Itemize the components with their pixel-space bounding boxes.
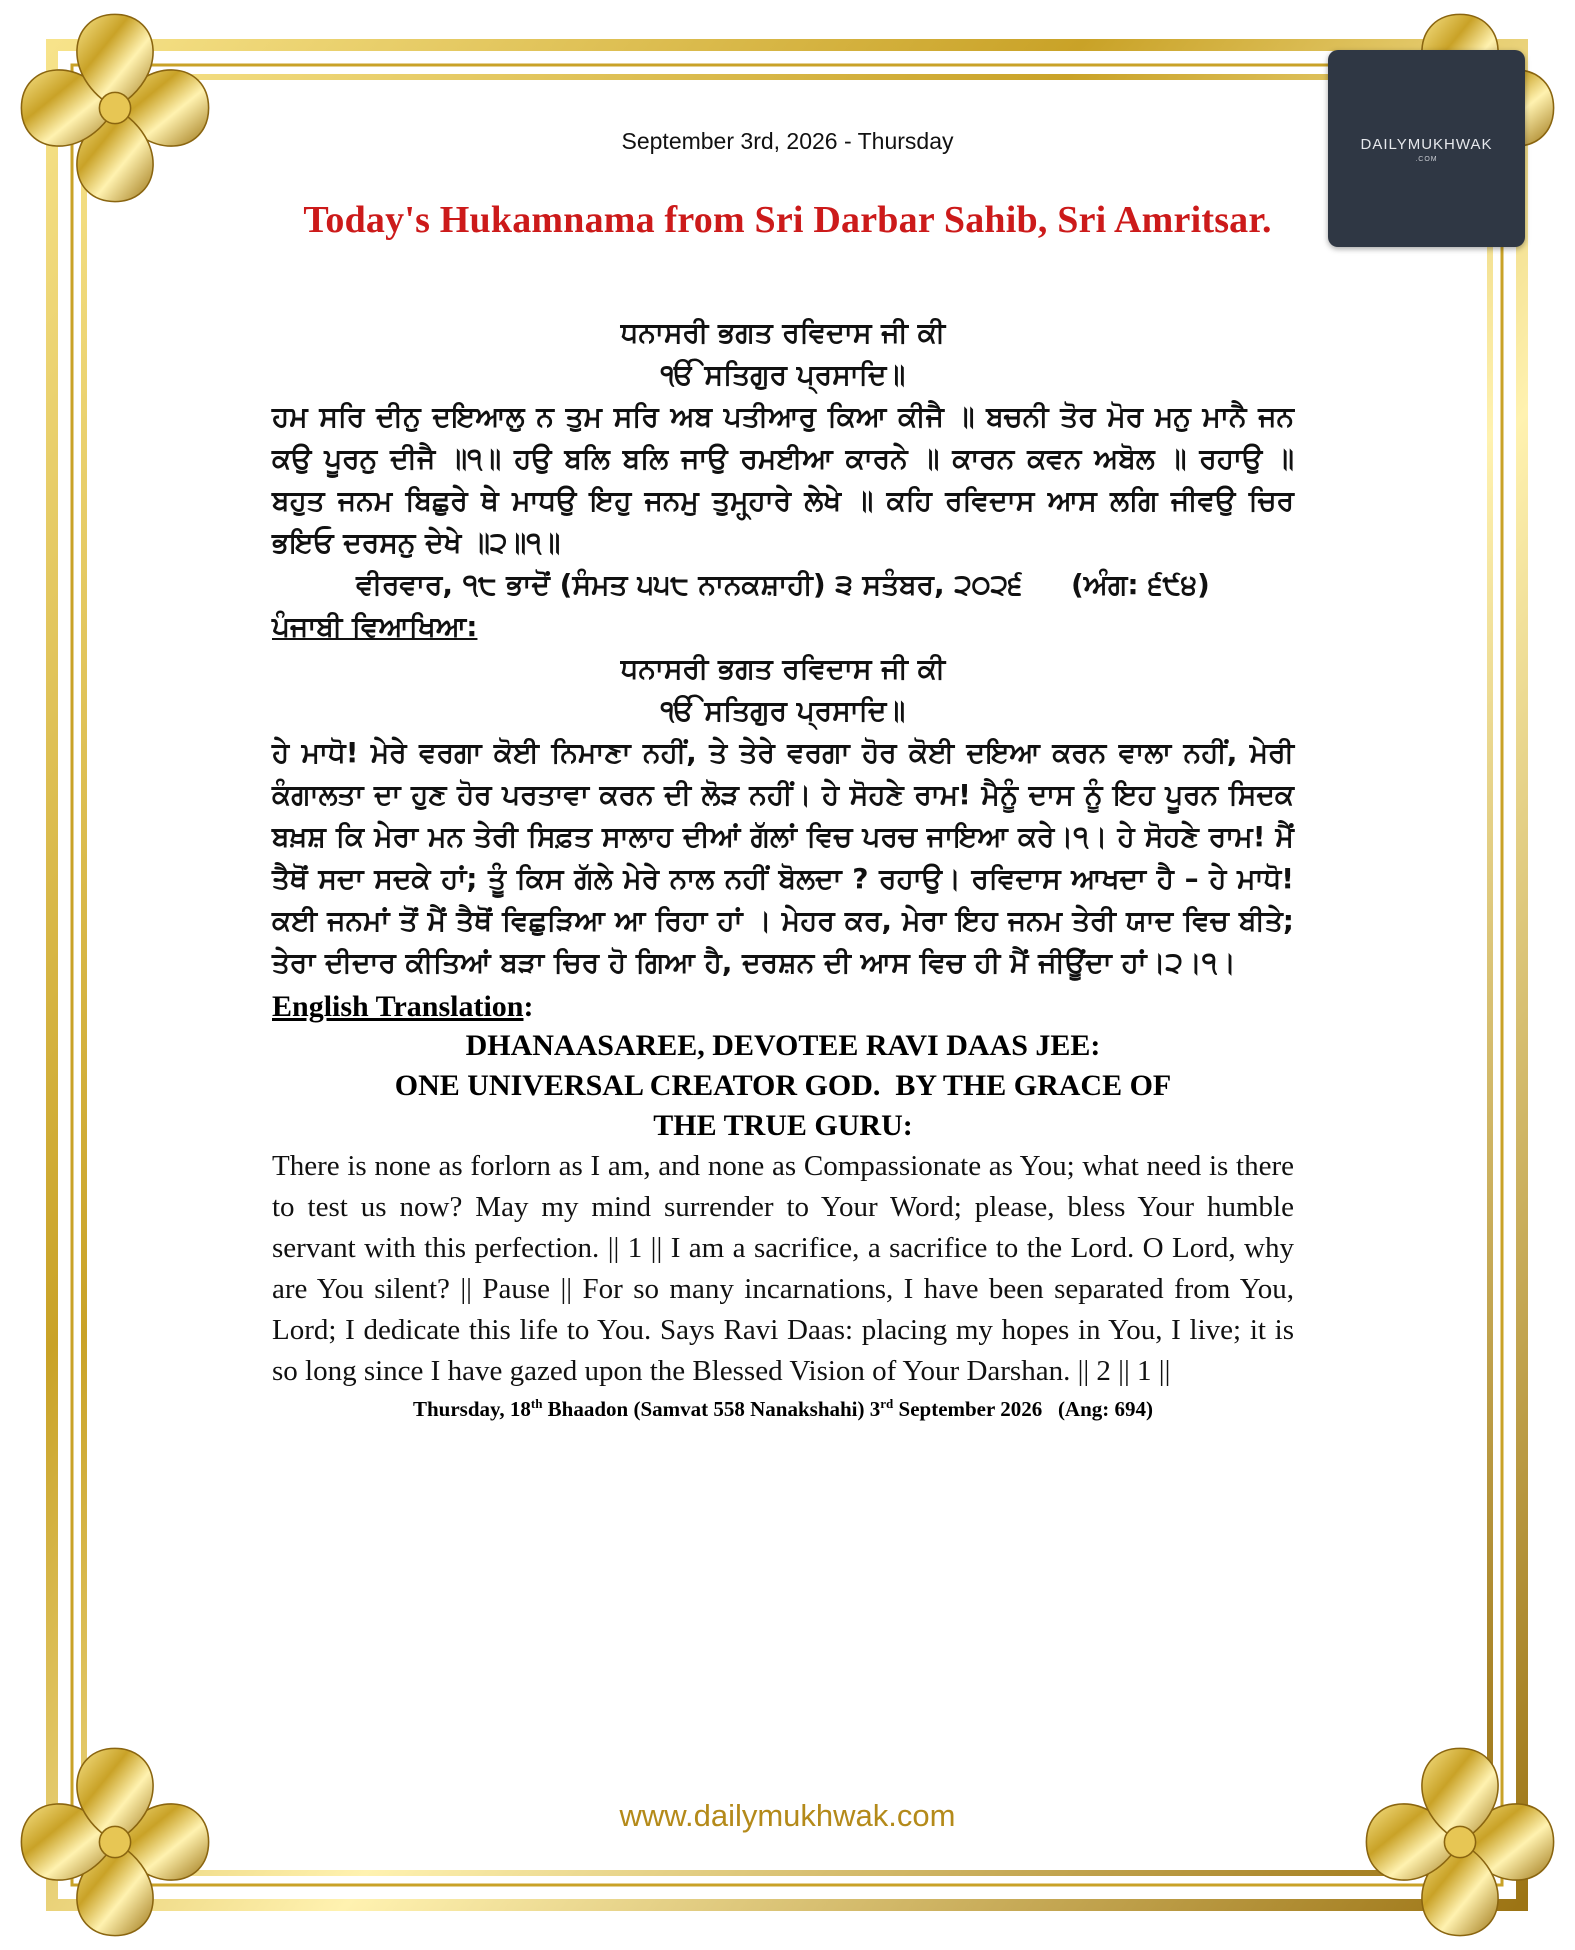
english-heading-colon: : [523,990,534,1023]
page-date: September 3rd, 2026 - Thursday [621,128,954,154]
logo-brand-text: DAILYMUKHWAK [1360,136,1493,153]
logo-sub-text: .COM [1415,156,1438,163]
english-title-2: ONE UNIVERSAL CREATOR GOD. BY THE GRACE OF [394,1069,1172,1102]
english-date-sup2: rd [880,1396,894,1411]
english-date-c: September 2026 (Ang: 694) [893,1397,1154,1421]
english-translation: There is none as forlorn as I am, and none as Compassionate as You; what need is there to test us now? May my mind surrender to Your Word; please, bless Your humble servant with this perfection. || 1 || I am a sacrifice, a sacrifice to the Lord. O Lord, why are You silent? || Pause || For so many incarnations, I have been separated from You, Lord; I dedicate this life to You. Says Ravi Daas: placing my hopes in You, I live; it is so long since I have gazed upon the Blessed Vision of Your Darshan. || 2 || 1 || [272,1150,1294,1387]
english-date-b: Bhaadon (Samvat 558 Nanakshahi) 3 [542,1397,881,1421]
gurbani-title: ਧਨਾਸਰੀ ਭਗਤ ਰਵਿਦਾਸ ਜੀ ਕੀ [620,316,946,349]
punjabi-heading [272,606,1294,648]
punjabi-heading-text: ਪੰਜਾਬੀ ਵਿਆਖਿਆ: [272,610,478,643]
english-title-1: DHANAASAREE, DEVOTEE RAVI DAAS JEE: [465,1029,1101,1062]
punjabi-mool-mantar: ੴ ਸਤਿਗੁਰ ਪ੍ਰਸਾਦਿ॥ [660,694,906,727]
hukamnama-content [272,312,1294,1422]
gurbani-date-line: ਵੀਰਵਾਰ, ੧੮ ਭਾਦੋਂ (ਸੰਮਤ ੫੫੮ ਨਾਨਕਸ਼ਾਹੀ) ੩ ਸਤੰਬਰ, ੨੦੨੬ (ਅੰਗ: ੬੯੪) [356,568,1210,601]
footer-website-link[interactable]: www.dailymukhwak.com [619,1798,956,1833]
gurbani-mool-mantar: ੴ ਸਤਿਗੁਰ ਪ੍ਰਸਾਦਿ॥ [660,358,906,391]
english-date-line [272,1396,1294,1422]
english-heading [272,988,1294,1026]
punjabi-explanation: ਹੇ ਮਾਧੋ! ਮੇਰੇ ਵਰਗਾ ਕੋਈ ਨਿਮਾਣਾ ਨਹੀਂ, ਤੇ ਤੇਰੇ ਵਰਗਾ ਹੋਰ ਕੋਈ ਦਇਆ ਕਰਨ ਵਾਲਾ ਨਹੀਂ, ਮੇਰੀ ਕੰਗਾਲਤਾ ਦਾ ਹੁਣ ਹੋਰ ਪਰਤਾਵਾ ਕਰਨ ਦੀ ਲੋੜ ਨਹੀਂ। ਹੇ ਸੋਹਣੇ ਰਾਮ! ਮੈਨੂੰ ਦਾਸ ਨੂੰ ਇਹ ਪੂਰਨ ਸਿਦਕ ਬਖ਼ਸ਼ ਕਿ ਮੇਰਾ ਮਨ ਤੇਰੀ ਸਿਫ਼ਤ ਸਾਲਾਹ ਦੀਆਂ ਗੱਲਾਂ ਵਿਚ ਪਰਚ ਜਾਇਆ ਕਰੇ।੧। ਹੇ ਸੋਹਣੇ ਰਾਮ! ਮੈਂ ਤੈਥੋਂ ਸਦਾ ਸਦਕੇ ਹਾਂ; ਤੂੰ ਕਿਸ ਗੱਲੇ ਮੇਰੇ ਨਾਲ ਨਹੀਂ ਬੋਲਦਾ ? ਰਹਾਉ। ਰਵਿਦਾਸ ਆਖਦਾ ਹੈ – ਹੇ ਮਾਧੋ! ਕਈ ਜਨਮਾਂ ਤੋਂ ਮੈਂ ਤੈਥੋਂ ਵਿਛੁੜਿਆ ਆ ਰਿਹਾ ਹਾਂ । ਮੇਹਰ ਕਰ, ਮੇਰਾ ਇਹ ਜਨਮ ਤੇਰੀ ਯਾਦ ਵਿਚ ਬੀਤੇ; ਤੇਰਾ ਦੀਦਾਰ ਕੀਤਿਆਂ ਬੜਾ ਚਿਰ ਹੋ ਗਿਆ ਹੈ, ਦਰਸ਼ਨ ਦੀ ਆਸ ਵਿਚ ਹੀ ਮੈਂ ਜੀਊਂਦਾ ਹਾਂ।੨।੧। [272,736,1294,979]
page-title: Today's Hukamnama from Sri Darbar Sahib, Sri Amritsar. [303,199,1272,241]
english-heading-text: English Translation [272,990,524,1023]
punjabi-title: ਧਨਾਸਰੀ ਭਗਤ ਰਵਿਦਾਸ ਜੀ ਕੀ [620,652,946,685]
english-date-sup1: th [530,1396,543,1411]
gurbani-text: ਹਮ ਸਰਿ ਦੀਨੁ ਦਇਆਲੁ ਨ ਤੁਮ ਸਰਿ ਅਬ ਪਤੀਆਰੁ ਕਿਆ ਕੀਜੈ ॥ ਬਚਨੀ ਤੋਰ ਮੋਰ ਮਨੁ ਮਾਨੈ ਜਨ ਕਉ ਪੂਰਨੁ ਦੀਜੈ ॥੧॥ ਹਉ ਬਲਿ ਬਲਿ ਜਾਉ ਰਮਈਆ ਕਾਰਨੇ ॥ ਕਾਰਨ ਕਵਨ ਅਬੋਲ ॥ ਰਹਾਉ ॥ ਬਹੁਤ ਜਨਮ ਬਿਛੁਰੇ ਥੇ ਮਾਧਉ ਇਹੁ ਜਨਮੁ ਤੁਮ੍ਹ੍ਹਾਰੇ ਲੇਖੇ ॥ ਕਹਿ ਰਵਿਦਾਸ ਆਸ ਲਗਿ ਜੀਵਉ ਚਿਰ ਭਇਓ ਦਰਸਨੁ ਦੇਖੇ ॥੨॥੧॥ [272,400,1294,559]
english-title-3: THE TRUE GURU: [653,1109,913,1142]
english-date-a: Thursday, 18 [412,1397,531,1421]
